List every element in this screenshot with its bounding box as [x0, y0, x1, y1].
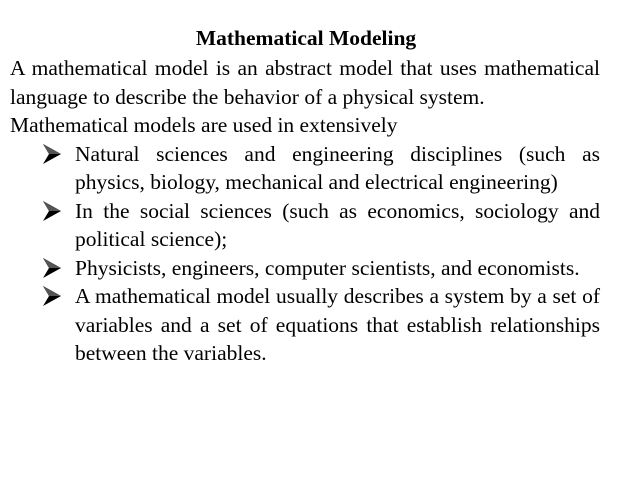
bullet-text: Physicists, engineers, computer scientists, and economists.: [75, 255, 580, 280]
slide-title: Mathematical Modeling: [195, 26, 417, 50]
list-item: [10, 254, 600, 283]
intro-paragraph: A mathematical model is an abstract model that uses mathematical language to describe the behavior of a physical system.: [10, 56, 600, 109]
arrowhead-bullet-icon: [40, 200, 62, 222]
list-item: [10, 140, 600, 197]
bullet-text: A mathematical model usually describes a system by a set of variables and a set of equations that establish relationships between the variables.: [75, 284, 600, 365]
list-item: [10, 282, 600, 368]
arrowhead-bullet-icon: [40, 143, 62, 165]
slide-body: [10, 54, 600, 368]
bullet-text: Natural sciences and engineering disciplines (such as physics, biology, mechanical and electrical engineering): [75, 141, 600, 194]
arrowhead-bullet-icon: [40, 257, 62, 279]
bullet-text: In the social sciences (such as economics, sociology and political science);: [75, 198, 600, 251]
list-item: [10, 197, 600, 254]
lead-paragraph: Mathematical models are used in extensively: [10, 113, 398, 137]
bullet-list: [10, 140, 600, 368]
arrowhead-bullet-icon: [40, 285, 62, 307]
